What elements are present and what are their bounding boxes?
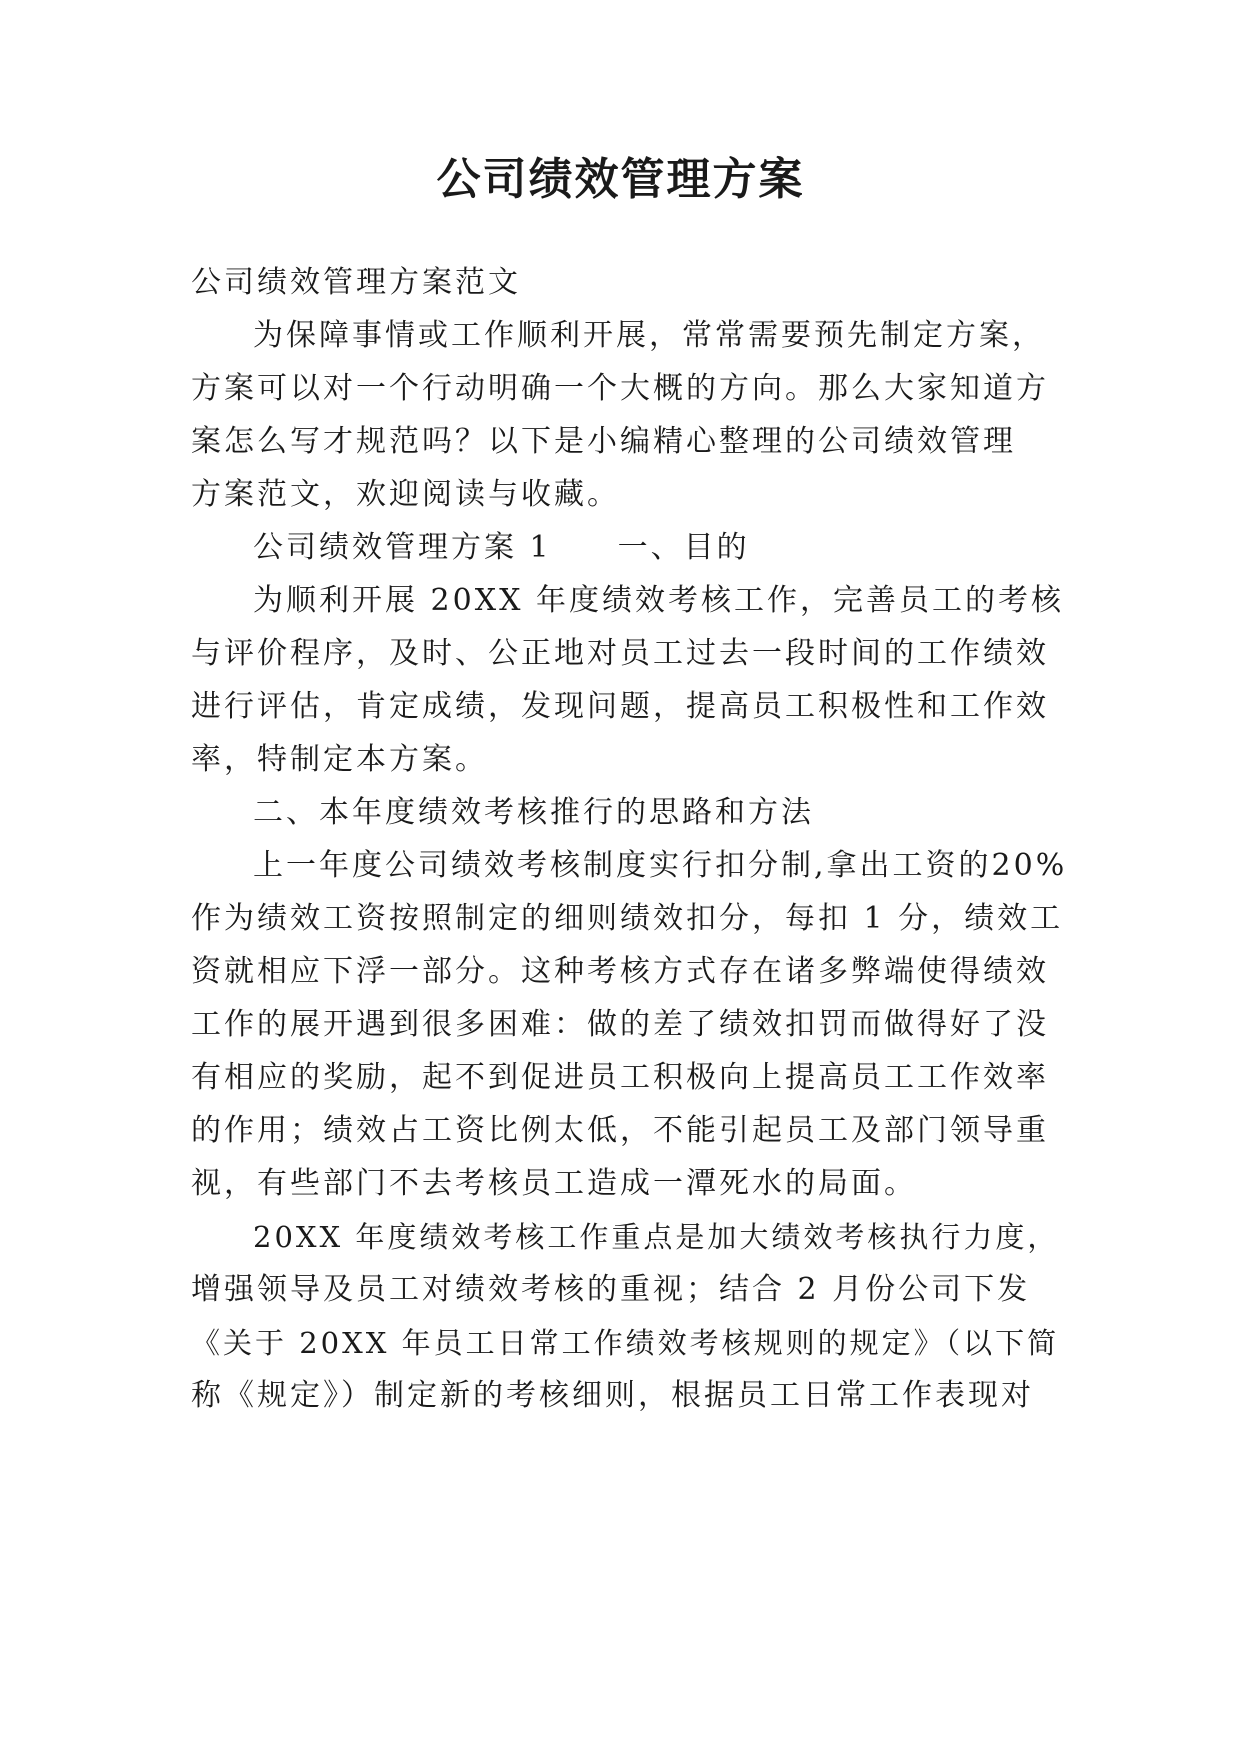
body-line: 进行评估，肯定成绩，发现问题，提高员工积极性和工作效 xyxy=(191,689,1049,724)
body-line: 视，有些部门不去考核员工造成一潭死水的局面。 xyxy=(191,1166,917,1201)
body-line: 《关于 20XX 年员工日常工作绩效考核规则的规定》（以下简 xyxy=(191,1326,1060,1360)
body-line: 上一年度公司绩效考核制度实行扣分制,拿出工资的20% xyxy=(253,848,1068,883)
subtitle-line: 公司绩效管理方案范文 xyxy=(191,265,521,300)
body-line: 20XX 年度绩效考核工作重点是加大绩效考核执行力度， xyxy=(253,1220,1060,1254)
document-title: 公司绩效管理方案 xyxy=(436,154,805,205)
body-line: 方案可以对一个行动明确一个大概的方向。那么大家知道方 xyxy=(191,371,1049,406)
body-line: 为保障事情或工作顺利开展，常常需要预先制定方案， xyxy=(253,318,1045,353)
body-line: 方案范文，欢迎阅读与收藏。 xyxy=(191,477,620,512)
body-line: 率，特制定本方案。 xyxy=(191,742,488,777)
body-line: 有相应的奖励，起不到促进员工积极向上提高员工工作效率 xyxy=(191,1060,1049,1095)
body-line: 为顺利开展 20XX 年度绩效考核工作，完善员工的考核 xyxy=(253,583,1064,618)
body-line: 工作的展开遇到很多困难：做的差了绩效扣罚而做得好了没 xyxy=(191,1007,1049,1042)
body-line: 与评价程序，及时、公正地对员工过去一段时间的工作绩效 xyxy=(191,636,1049,671)
section-heading-line: 二、本年度绩效考核推行的思路和方法 xyxy=(253,795,814,830)
body-line: 资就相应下浮一部分。这种考核方式存在诸多弊端使得绩效 xyxy=(191,954,1049,989)
body-line: 的作用；绩效占工资比例太低，不能引起员工及部门领导重 xyxy=(191,1113,1049,1148)
body-line: 称《规定》）制定新的考核细则，根据员工日常工作表现对 xyxy=(191,1378,1034,1413)
body-line: 增强领导及员工对绩效考核的重视；结合 2 月份公司下发 xyxy=(191,1272,1031,1307)
body-line: 作为绩效工资按照制定的细则绩效扣分，每扣 1 分，绩效工 xyxy=(191,901,1064,936)
body-line: 案怎么写才规范吗？以下是小编精心整理的公司绩效管理 xyxy=(191,424,1016,459)
section-heading-line: 公司绩效管理方案 1 一、目的 xyxy=(253,530,750,565)
